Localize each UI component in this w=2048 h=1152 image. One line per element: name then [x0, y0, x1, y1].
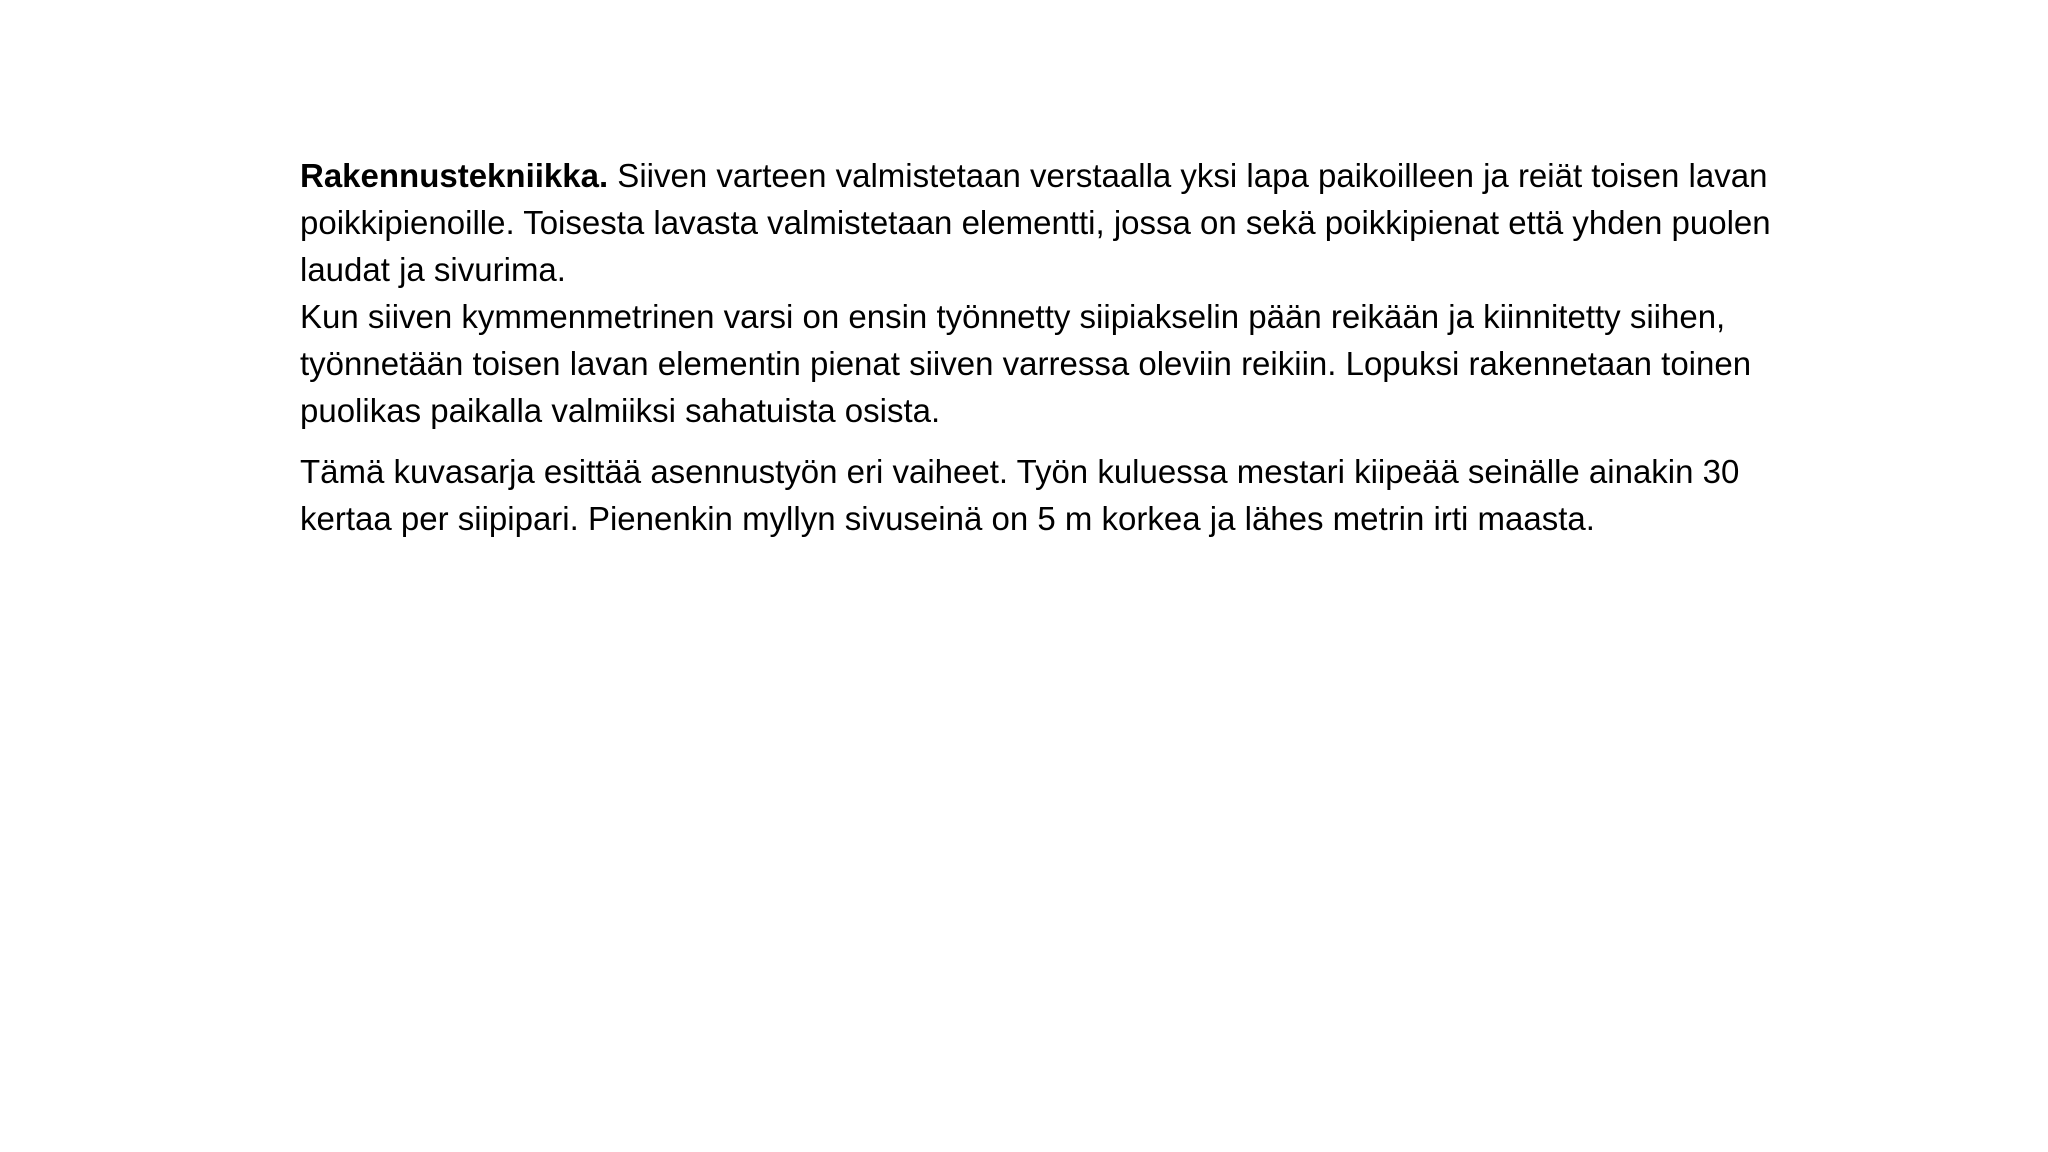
paragraph-text: Tämä kuvasarja esittää asennustyön eri vaiheet. Työn kuluessa mestari kiipeää seinälle ainakin 30 kertaa per siipipari. Pienenkin myllyn sivuseinä on 5 m korkea ja lähes metrin irti maasta. — [300, 453, 1740, 537]
text-body — [300, 152, 1800, 542]
paragraph-text: Siiven varteen valmistetaan verstaalla yksi lapa paikoilleen ja reiät toisen lavan poikkipienoille. Toisesta lavasta valmistetaan elementti, jossa on sekä poikkipienat että yhden puolen laudat ja sivurima. — [300, 157, 1771, 288]
paragraph-construction — [300, 152, 1800, 293]
paragraph-text: Kun siiven kymmenmetrinen varsi on ensin työnnetty siipiakselin pään reikään ja kiinnitetty siihen, työnnetään toisen lavan elementin pienat siiven varressa oleviin reikiin. Lopuksi rakennetaan toinen puolikas paikalla valmiiksi sahatuista osista. — [300, 298, 1752, 429]
paragraph-image-series — [300, 448, 1800, 542]
paragraph-assembly — [300, 293, 1800, 434]
paragraph-lead-heading: Rakennustekniikka. — [300, 157, 609, 194]
